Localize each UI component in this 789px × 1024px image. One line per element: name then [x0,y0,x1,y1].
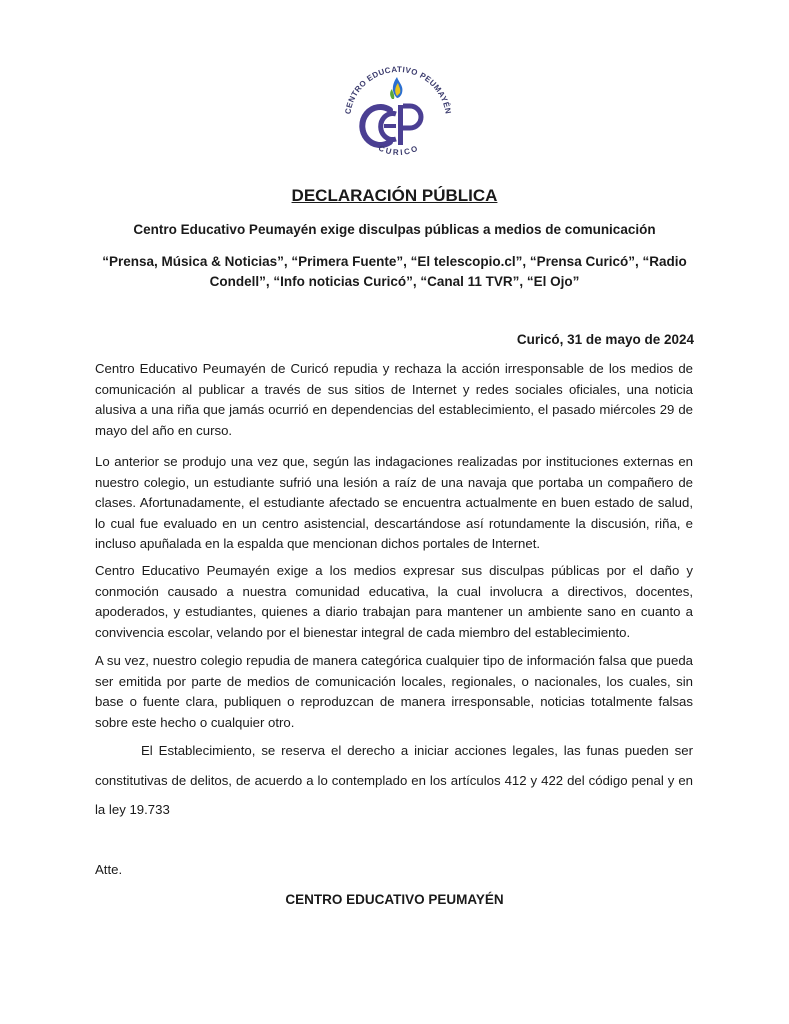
logo-arc-text: CENTRO EDUCATIVO PEUMAYÉN [343,64,453,115]
dateline: Curicó, 31 de mayo de 2024 [516,332,694,347]
paragraph-2: Lo anterior se produjo una vez que, según las indagaciones realizadas por instituciones externas en nuestro colegio, un estudiante sufrió una lesión a raíz de una navaja que portaba un compañero de clases. Afortunadamente, el estudiante afectado se encuentra actualmente en buen estado de salud, lo cual fue evaluado en un centro asistencial, descartándose así rotundamente la discusión, riña, e incluso apuñalada en la espalda que mencionan dichos portales de Internet. [95,454,693,552]
school-logo [336,58,460,174]
media-list-line: Condell”, “Info noticias Curicó”, “Canal 11 TVR”, “El Ojo” [209,274,580,289]
logo-city-text: CURICO [377,143,421,158]
paragraph-3: Centro Educativo Peumayén exige a los medios expresar sus disculpas públicas por el daño y conmoción causado a nuestra comunidad educativa, la cual involucra a directivos, docentes, apoderados, y estudiantes, quienes a diario trabajan para mantener un ambiente sano en cuanto a convivencia escolar, velando por el bienestar integral de cada miembro del establecimiento. [95,563,693,640]
paragraph-4: A su vez, nuestro colegio repudia de manera categórica cualquier tipo de información falsa que pueda ser emitida por parte de medios de comunicación locales, regionales, o nacionales, los cuales, sin base o fuente clara, publiquen o reproduzcan de manera irresponsable, noticias totalmente falsas sobre este hecho o cualquier otro. [95,653,693,730]
media-list [100,252,689,292]
closing: Atte. [95,862,123,877]
subtitle: Centro Educativo Peumayén exige disculpas públicas a medios de comunicación [133,222,656,237]
signature: CENTRO EDUCATIVO PEUMAYÉN [285,892,504,907]
cep-monogram [362,105,421,145]
media-list-line: “Prensa, Música & Noticias”, “Primera Fuente”, “El telescopio.cl”, “Prensa Curicó”, “Radio [102,254,687,269]
page-title: DECLARACIÓN PÚBLICA [291,186,498,205]
paragraph-1: Centro Educativo Peumayén de Curicó repudia y rechaza la acción irresponsable de los medios de comunicación al publicar a través de sus sitios de Internet y redes sociales oficiales, una noticia alusiva a una riña que jamás ocurrió en dependencias del establecimiento, el pasado miércoles 29 de mayo del año en curso. [95,361,693,438]
flame-icon [390,77,402,99]
paragraph-5: El Establecimiento, se reserva el derecho a iniciar acciones legales, las funas pueden ser constitutivas de delitos, de acuerdo a lo contemplado en los artículos 412 y 422 del código penal y en la ley 19.733 [95,743,693,817]
